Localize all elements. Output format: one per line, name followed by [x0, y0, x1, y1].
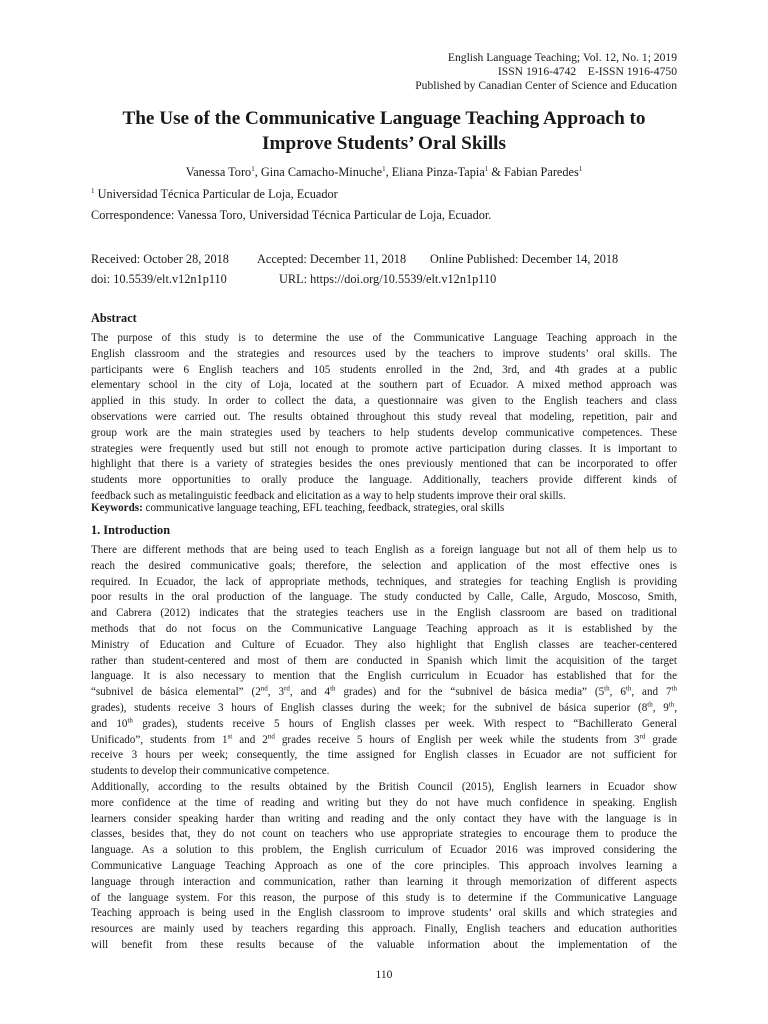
- text-line: required. In Ecuador, the lack of appropriate methods, techniques, and strategies for teaching English is providing: [91, 575, 677, 588]
- keywords-text: communicative language teaching, EFL teaching, feedback, strategies, oral skills: [142, 502, 505, 514]
- text-line: language. It is also necessary to mention that the English curriculum in Ecuador has established that for the: [91, 670, 677, 683]
- text-line: reach the desired communicative goals; therefore, the selection and application of the most effective ones is: [91, 559, 677, 572]
- text-line: methods that do not focus on the Communicative Language Teaching approach as it is established by the: [91, 622, 677, 635]
- text-line: strategies were frequently used but still not enough to promote active participation during classes. It is important to: [91, 442, 677, 455]
- author-list: [91, 165, 677, 180]
- text-line: Communicative Language Teaching Approach as one of the core principles. This approach involves learning a: [91, 859, 677, 872]
- doi-url-link[interactable]: URL: https://doi.org/10.5539/elt.v12n1p110: [279, 272, 497, 286]
- text-line: Unificado”, students from 1st and 2nd grades receive 5 hours of English per week while the students from 3rd grade: [91, 731, 677, 746]
- author-affiliation-mark: 1: [484, 164, 489, 173]
- author-name: Gina Camacho-Minuche: [260, 165, 383, 179]
- author-affiliation-mark: 1: [251, 164, 255, 173]
- text-line: There are different methods that are being used to teach English as a foreign language but not all of them help us to: [91, 544, 677, 556]
- accepted-date: Accepted: December 11, 2018: [257, 252, 407, 266]
- text-line: observations were carried out. The results obtained throughout this study reveal that modeling, repetition, pair and: [91, 410, 677, 423]
- text-line: grades), students receive 3 hours of English classes during the week; for the subnivel de básica superior (8th, 9th,: [91, 700, 678, 714]
- text-line: students more opportunities to orally produce the language. Additionally, teachers provide different kinds of: [91, 474, 677, 487]
- text-line: language through interaction and communication, rather than learning it through memorization of different aspects: [91, 875, 677, 888]
- page-number: 110: [375, 968, 393, 981]
- intro-paragraph-1: [91, 543, 677, 780]
- journal-issn-line: ISSN 1916-4742 E-ISSN 1916-4750: [497, 65, 677, 79]
- title-line-1: The Use of the Communicative Language Teaching Approach to: [122, 108, 646, 129]
- text-line: resources are mainly used by teachers regarding this approach. Finally, English teachers and education authorities: [91, 923, 677, 936]
- author-ampersand: &: [488, 165, 504, 179]
- affiliation-text: Universidad Técnica Particular de Loja, Ecuador: [97, 187, 338, 201]
- text-line: Additionally, according to the results obtained by the British Council (2015), English learners in Ecuador show: [91, 781, 677, 793]
- keywords: [91, 502, 504, 514]
- text-line: feedback such as metalinguistic feedback and elicitation as a way to help students improve their oral skills.: [91, 489, 566, 502]
- correspondence: Correspondence: Vanessa Toro, Universidad Técnica Particular de Loja, Ecuador.: [91, 208, 492, 222]
- text-line: will benefit from these results because of the valuable information about the implementation of the: [91, 938, 677, 951]
- author-affiliation-mark: 1: [578, 164, 583, 173]
- text-line: poor results in the oral production of the language. The study conducted by Calle, Calle, Argudo, Moscoso, Smith,: [91, 591, 677, 604]
- text-line: language. As a solution to this problem, the English curriculum of Ecuador 2016 was improved considering the: [91, 844, 677, 857]
- doi-text[interactable]: doi: 10.5539/elt.v12n1p110: [91, 272, 227, 286]
- introduction-heading: 1. Introduction: [91, 523, 171, 537]
- journal-publisher-line: Published by Canadian Center of Science and Education: [415, 79, 677, 93]
- affiliation-mark: 1: [91, 186, 95, 195]
- abstract-heading: Abstract: [91, 311, 137, 325]
- text-line: and 10th grades), students receive 5 hours of English classes per week. With respect to “Bachillerato General: [91, 716, 678, 730]
- paper-title: [91, 107, 677, 156]
- text-line: rather than student-centered and most of them are conducted in Spanish which limit the acquisition of the target: [91, 654, 677, 667]
- text-line: The purpose of this study is to determine the use of the Communicative Language Teaching approach in the: [91, 332, 677, 344]
- text-line: and Cabrera (2012) indicates that the strategies teachers use in the English classroom are based on traditional: [91, 607, 677, 620]
- author-separator: ,: [385, 165, 392, 179]
- text-line: students to develop their communicative competence.: [91, 765, 330, 778]
- keywords-label: Keywords:: [91, 502, 143, 514]
- intro-paragraph-2: [91, 780, 677, 954]
- text-line: elementary school in the city of Loja, located at the southern part of Ecuador. A mixed method approach was: [91, 379, 677, 392]
- text-line: “subnivel de básica elemental” (2nd, 3rd, and 4th grades) and for the “subnivel de básica media” (5th, 6th, and 7th: [91, 684, 678, 699]
- author-name: Eliana Pinza-Tapia: [391, 165, 485, 179]
- text-line: classes, besides that, they do not count on teachers who use appropriate strategies to encourage them to produce the: [91, 828, 677, 841]
- text-line: learners consider speaking harder than writing and reading and the only contact they have with the language is in: [91, 812, 677, 825]
- abstract-body: [91, 331, 677, 505]
- text-line: receive 3 hours per week; consequently, the time assigned for English classes in Ecuador are not sufficient for: [91, 749, 677, 762]
- author-separator: ,: [254, 165, 261, 179]
- text-line: Teaching approach is being used in the English classroom to improve students’ oral skills and which strategies and: [91, 907, 677, 920]
- text-line: participants were 6 English teachers and 105 students enrolled in the 2nd, 3rd, and 4th grades at a public: [91, 363, 677, 376]
- published-date: Online Published: December 14, 2018: [430, 252, 619, 266]
- text-line: English classroom and the strategies and resources used by the teachers to improve students’ oral skills. The: [91, 347, 677, 360]
- author-name: Vanessa Toro: [185, 165, 252, 179]
- journal-header: [415, 51, 677, 94]
- title-line-2: Improve Students’ Oral Skills: [262, 132, 506, 154]
- received-date: Received: October 28, 2018: [91, 252, 229, 266]
- publication-dates: [91, 249, 618, 289]
- author-affiliation-mark: 1: [382, 164, 386, 173]
- journal-volume-line: English Language Teaching; Vol. 12, No. 1; 2019: [447, 51, 677, 64]
- affiliation: [91, 187, 338, 202]
- text-line: Ministry of Education and Culture of Ecuador. They also highlight that English classes are teacher-centered: [91, 638, 677, 651]
- text-line: applied in this study. In order to collect the data, a questionnaire was given to the English teachers and class: [91, 395, 677, 408]
- text-line: more confidence at the time of reading and writing but they do not have much confidence in speaking. English: [91, 796, 677, 809]
- text-line: of the language system. For this reason, the purpose of this study is to determine if the Communicative Language: [91, 891, 677, 904]
- text-line: highlight that there is a variety of strategies besides the ones previously mentioned that can be incorporated to offer: [91, 458, 677, 471]
- author-name: Fabian Paredes: [504, 165, 579, 179]
- text-line: group work are the main strategies used by teachers to help students develop communicative competences. These: [91, 426, 677, 439]
